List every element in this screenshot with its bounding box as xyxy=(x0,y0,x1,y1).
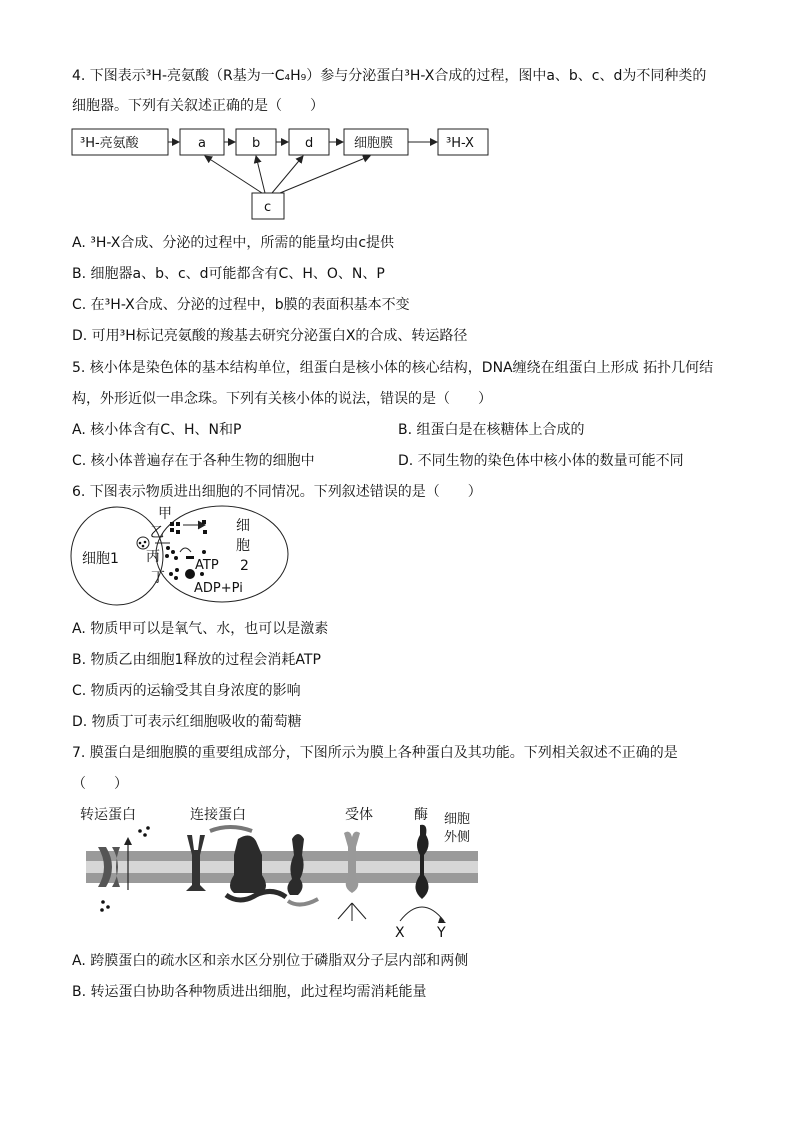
label-jia: 甲 xyxy=(158,506,172,522)
q5-stem-line1: 5. 核小体是染色体的基本结构单位，组蛋白是核小体的核心结构，DNA缠绕在组蛋白上形成 拓扑几何结 xyxy=(72,360,714,376)
label-membrane: 细胞膜 xyxy=(354,136,394,151)
q5-option-a: A. 核小体含有C、H、N和P xyxy=(72,422,242,438)
label-linker: 连接蛋白 xyxy=(190,807,246,823)
label-yi: 乙 xyxy=(150,525,164,541)
q5-option-d: D. 不同生物的染色体中核小体的数量可能不同 xyxy=(398,453,684,469)
label-cell1: 细胞1 xyxy=(82,551,119,567)
label-3hx: ³H-X xyxy=(446,136,474,151)
label-ding: 丁 xyxy=(151,570,165,586)
q4-option-c: C. 在³H-X合成、分泌的过程中，b膜的表面积基本不变 xyxy=(72,297,410,313)
label-cell2-b: 胞 xyxy=(236,538,250,554)
label-b: b xyxy=(252,136,261,151)
label-y: Y xyxy=(437,925,446,941)
label-outside-a: 细胞 xyxy=(444,812,471,827)
arrow-c-b xyxy=(256,156,265,193)
q6-option-d: D. 物质丁可表示红细胞吸收的葡萄糖 xyxy=(72,714,302,730)
q6-option-a: A. 物质甲可以是氧气、水，也可以是激素 xyxy=(72,621,329,637)
q4-stem-line1: 4. 下图表示³H-亮氨酸（R基为一C₄H₉）参与分泌蛋白³H-X合成的过程，图中a、b、c、d为不同种类的 xyxy=(72,68,707,84)
label-d: d xyxy=(305,136,314,151)
bilayer-core xyxy=(86,861,478,873)
q6-stem-line1: 6. 下图表示物质进出细胞的不同情况。下列叙述错误的是（ ） xyxy=(72,484,482,500)
label-enzyme: 酶 xyxy=(414,807,428,823)
q4-option-d: D. 可用³H标记亮氨酸的羧基去研究分泌蛋白X的合成、转运路径 xyxy=(72,328,468,344)
label-leucine: ³H-亮氨酸 xyxy=(80,136,139,151)
label-cell2-c: 2 xyxy=(240,558,249,574)
label-bing: 丙 xyxy=(146,549,160,565)
label-outside-b: 外侧 xyxy=(444,830,471,845)
label-receptor: 受体 xyxy=(345,807,373,823)
q4-flow-diagram xyxy=(0,0,794,230)
q4-option-b: B. 细胞器a、b、c、d可能都含有C、H、O、N、P xyxy=(72,266,385,282)
linker-protein-2 xyxy=(230,835,266,893)
label-c: c xyxy=(264,200,272,215)
q5-option-c: C. 核小体普遍存在于各种生物的细胞中 xyxy=(72,453,315,469)
q6-option-c: C. 物质丙的运输受其自身浓度的影响 xyxy=(72,683,301,699)
q5-option-b: B. 组蛋白是在核糖体上合成的 xyxy=(398,422,585,438)
q7-stem-line1: 7. 膜蛋白是细胞膜的重要组成部分，下图所示为膜上各种蛋白及其功能。下列相关叙述不正确的是 xyxy=(72,745,678,761)
q6-option-b: B. 物质乙由细胞1释放的过程会消耗ATP xyxy=(72,652,321,668)
q4-option-a: A. ³H-X合成、分泌的过程中，所需的能量均由c提供 xyxy=(72,235,395,251)
pump-ding xyxy=(185,569,195,579)
q7-option-b: B. 转运蛋白协助各种物质进出细胞，此过程均需消耗能量 xyxy=(72,984,427,1000)
arrow-c-a xyxy=(205,156,262,193)
label-transport: 转运蛋白 xyxy=(80,807,136,823)
label-cell2-a: 细 xyxy=(236,518,250,534)
label-atp: ATP xyxy=(195,558,219,573)
label-adp: ADP+Pi xyxy=(194,581,243,596)
q6-transport-diagram xyxy=(0,500,794,612)
q4-stem-line2: 细胞器。下列有关叙述正确的是（ ） xyxy=(72,98,324,114)
arrow-c-d xyxy=(272,156,303,193)
q7-option-a: A. 跨膜蛋白的疏水区和亲水区分别位于磷脂双分子层内部和两侧 xyxy=(72,953,469,969)
q5-stem-line2: 构，外形近似一串念珠。下列有关核小体的说法，错误的是（ ） xyxy=(72,391,492,407)
label-a: a xyxy=(198,136,206,151)
label-x: X xyxy=(395,925,405,941)
arrow-c-membrane xyxy=(280,156,370,193)
q7-membrane-diagram xyxy=(0,795,794,945)
q7-stem-line2: （ ） xyxy=(72,776,128,792)
